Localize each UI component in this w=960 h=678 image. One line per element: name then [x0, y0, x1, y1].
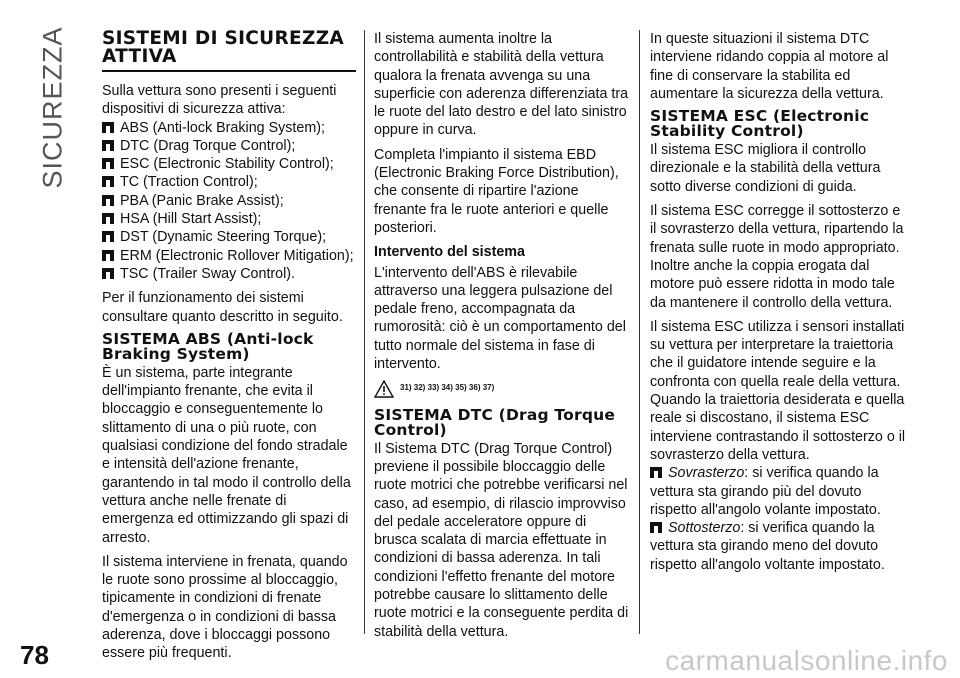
dtc-paragraph: Il Sistema DTC (Drag Torque Control) previene il possibile bloccaggio delle ruote motrici che potrebbe verificarsi nel caso, ad esempio, di rilascio improvviso del pedale acceleratore oppure di brusca scalata di marcia effettuate in condizioni di bassa aderenza. In tali condizioni l'effetto frenante del motore potrebbe causare lo slittamento delle ruote motrici e la conseguente perdita di stabilità della vettura.	[374, 440, 629, 640]
oversteer-term: Sovrasterzo	[668, 465, 745, 482]
intervention-paragraph: L'intervento dell'ABS è rilevabile attraverso una leggera pulsazione del pedale freno, accompagnata da rumorosità: ciò è un comportamento del tutto normale del sistema in fase di intervento.	[374, 264, 626, 373]
bullet-icon	[102, 122, 116, 134]
ebd-paragraph: Completa l'impianto il sistema EBD (Electronic Braking Force Distribution), che consente di ripartire l'azione frenante fra le ruote anteriori e quelle posteriori.	[374, 146, 619, 236]
column-2	[374, 30, 630, 647]
column-1	[102, 30, 356, 669]
list-item: TC (Traction Control);	[102, 173, 356, 191]
list-item: DST (Dynamic Steering Torque);	[102, 228, 356, 246]
bullet-icon	[102, 268, 116, 280]
warning-icon	[374, 380, 394, 398]
abs-paragraph-3: Il sistema aumenta inoltre la controllabilità e stabilità della vettura qualora la frenata avvenga su una superficie con aderenza differenziata tra le ruote del lato destro e del lato sinistro oppure in curva.	[374, 31, 629, 139]
watermark-text: carmanualsonline.info	[665, 645, 948, 676]
bullet-icon	[102, 231, 116, 243]
abs-paragraph-1: È un sistema, parte integrante dell'impianto frenante, che evita il bloccaggio e conseguentemente lo slittamento di una o più ruote, con qualsiasi condizione del fondo stradale e intensità dell'azione frenante, garantendo in tal modo il controllo della vettura anche nelle frenate di emergenza ed ottimizzando gli spazi di arresto.	[102, 364, 351, 546]
dtc-heading: SISTEMA DTC (Drag Torque Control)	[374, 405, 616, 439]
column-divider	[364, 30, 365, 634]
list-item: PBA (Panic Brake Assist);	[102, 192, 356, 210]
oversteer-text: : si verifica quando la vettura sta girando più del dovuto rispetto all'angolo volante impostato.	[650, 465, 881, 518]
bullet-icon	[650, 522, 664, 534]
list-item: TSC (Trailer Sway Control).	[102, 265, 356, 283]
section-title: SISTEMI DI SICUREZZA ATTIVA	[102, 30, 356, 72]
esc-heading: SISTEMA ESC (Electronic Stability Control)	[650, 107, 870, 141]
column-divider	[639, 30, 640, 634]
bullet-icon	[102, 195, 116, 207]
oversteer-item	[650, 464, 908, 519]
bullet-icon	[102, 213, 116, 225]
bullet-icon	[102, 176, 116, 188]
esc-paragraph-2: Il sistema ESC corregge il sottosterzo e il sovrasterzo della vettura, ripartendo la frenata sulle ruote in modo appropriato. Inoltre anche la coppia erogata dal motore può essere ridotta in modo tale da mantenere il controllo della vettura.	[650, 203, 904, 311]
list-item: ERM (Electronic Rollover Mitigation);	[102, 247, 356, 265]
esc-paragraph-1: Il sistema ESC migliora il controllo direzionale e la stabilità della vettura sotto diverse condizioni di guida.	[650, 142, 881, 195]
understeer-term: Sottosterzo	[668, 520, 741, 537]
side-section-tab	[30, 28, 80, 228]
page-number: 78	[20, 640, 49, 670]
functioning-paragraph: Per il funzionamento dei sistemi consultare quanto descritto in seguito.	[102, 290, 343, 325]
bullet-icon	[102, 250, 116, 262]
column-3	[650, 30, 908, 574]
bullet-icon	[102, 158, 116, 170]
intro-paragraph: Sulla vettura sono presenti i seguenti dispositivi di sicurezza attiva:	[102, 83, 337, 118]
intervention-heading: Intervento del sistema	[374, 244, 525, 261]
abs-paragraph-2: Il sistema interviene in frenata, quando le ruote sono prossime al bloccaggio, tipicamente in condizioni di frenate d'emergenza o in condizioni di bassa aderenza, dove i bloccaggi possono essere più frequenti.	[102, 553, 348, 662]
warning-refs-text: 31) 32) 33) 34) 35) 36) 37)	[400, 383, 495, 393]
bullet-icon	[650, 467, 664, 479]
esc-paragraph-3: Il sistema ESC utilizza i sensori installati su vettura per interpretare la traiettoria che il guidatore intende seguire e la confronta con quella reale della vettura. Quando la traiettoria desiderata e quella reale si discostano, il sistema ESC interviene contrastando il sottosterzo o il sovrasterzo della vettura.	[650, 318, 906, 463]
dtc-paragraph-2: In queste situazioni il sistema DTC interviene ridando coppia al motore al fine di conservare la stabilita ed aumentare la sicurezza della vettura.	[650, 31, 889, 102]
warning-references	[374, 379, 630, 397]
understeer-item	[650, 519, 908, 574]
understeer-text: : si verifica quando la vettura sta girando meno del dovuto rispetto all'angolo voltante impostato.	[650, 520, 885, 573]
systems-list	[102, 119, 356, 284]
abs-heading: SISTEMA ABS (Anti-lock Braking System)	[102, 329, 314, 363]
bullet-icon	[102, 140, 116, 152]
section-label: SICUREZZA	[37, 26, 68, 189]
list-item: DTC (Drag Torque Control);	[102, 137, 356, 155]
list-item: ABS (Anti-lock Braking System);	[102, 119, 356, 137]
list-item: ESC (Electronic Stability Control);	[102, 155, 356, 173]
list-item: HSA (Hill Start Assist);	[102, 210, 356, 228]
